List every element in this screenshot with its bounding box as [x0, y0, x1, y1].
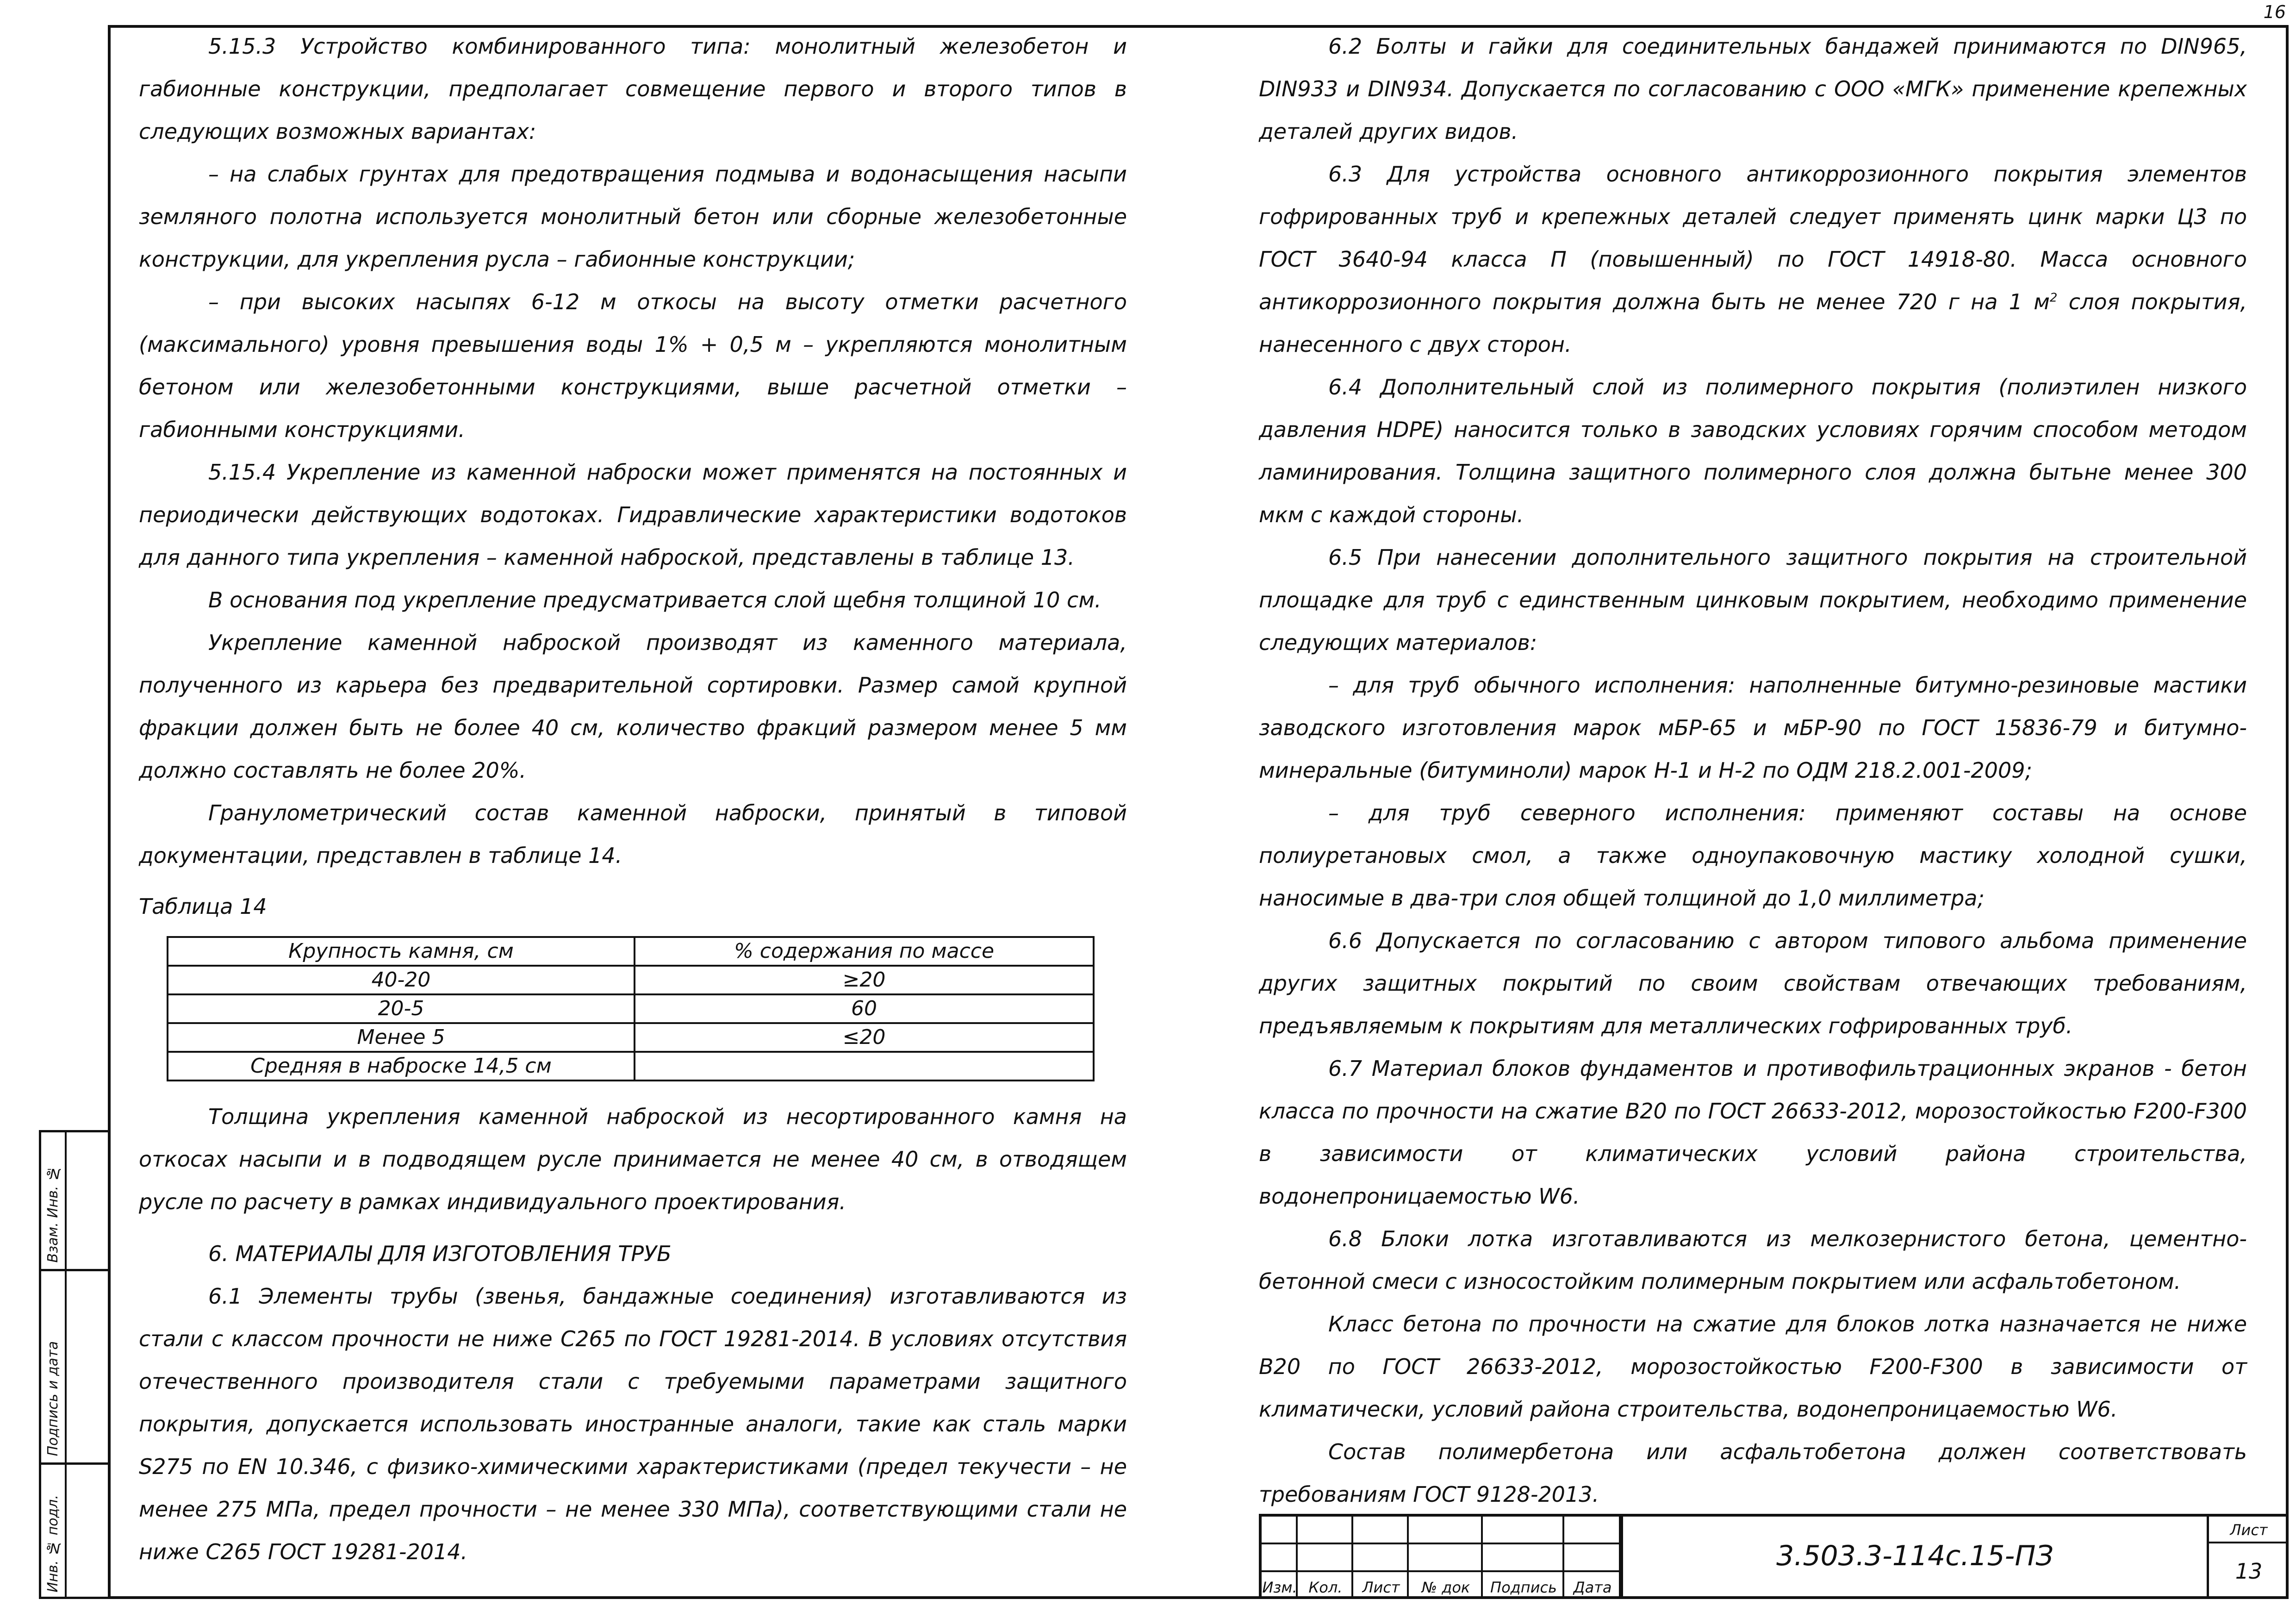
- sidebar-label-original: Инв. № подл.: [45, 1495, 61, 1593]
- sheet-label: Лист: [2209, 1517, 2289, 1543]
- stamp-col-doc-no: № док: [1421, 1579, 1470, 1596]
- paragraph: 6.8 Блоки лотка изготавливаются из мелкозернистого бетона, цементно-бетонной смеси с износостойким полимерным покрытием или асфальтобетоном.: [1259, 1226, 2247, 1294]
- section-heading: 6. МАТЕРИАЛЫ ДЛЯ ИЗГОТОВЛЕНИЯ ТРУБ: [208, 1241, 672, 1266]
- table-row: [168, 1023, 1094, 1052]
- stamp-col-change: Изм.: [1262, 1579, 1297, 1596]
- table-cell: 20-5: [168, 994, 635, 1023]
- paragraph: [1259, 153, 2247, 366]
- superscript: 2: [2049, 291, 2058, 305]
- sheet-number-box: [2207, 1517, 2289, 1599]
- table-cell: ≤20: [635, 1023, 1094, 1052]
- table-row: [168, 994, 1094, 1023]
- binding-sidebar: [39, 1130, 108, 1599]
- paragraph-part: 6.3 Для устройства основного антикоррозионного покрытия элементов гофрированных труб и крепежных деталей следует применять цинк марки Ц3 по ГОСТ 3640-94 класса П (повышенный) по ГОСТ 14918-80. Масса основного антикоррозионного покрытия должна быть не менее 720 г на 1 м: [1259, 162, 2247, 314]
- sidebar-label-replacement: Взам. Инв. №: [45, 1165, 61, 1262]
- sidebar-cell-replacement: [41, 1132, 108, 1271]
- sidebar-cell-original: [41, 1465, 108, 1599]
- table-cell: Менее 5: [168, 1023, 635, 1052]
- left-text-column: [139, 25, 1127, 1573]
- paragraph: Класс бетона по прочности на сжатие для блоков лотка назначается не ниже В20 по ГОСТ 26633-2012, морозостойкостью F200-F300 в зависимости от климатически, условий района строительства, водонепроницаемостью W6.: [1259, 1312, 2247, 1422]
- table-cell: 60: [635, 994, 1094, 1023]
- paragraph: – при высоких насыпях 6-12 м откосы на высоту отметки расчетного (максимального) уровня превышения воды 1% + 0,5 м – укрепляются монолитным бетоном или железобетонными конструкциями, выше расчетной отметки – габионными конструкциями.: [139, 289, 1127, 442]
- paragraph: 6.1 Элементы трубы (звенья, бандажные соединения) изготавливаются из стали с классом прочности не ниже С265 по ГОСТ 19281-2014. В условиях отсутствия отечественного производителя стали с требуемыми параметрами защитного покрытия, допускается использовать иностранные аналоги, такие как сталь марки S275 по EN 10.346, с физико-химическими характеристиками (предел текучести – не менее 275 МПа, предел прочности – не менее 330 МПа), соответствующими стали не ниже С265 ГОСТ 19281-2014.: [139, 1284, 1127, 1564]
- table-header-row: [168, 937, 1094, 966]
- title-block: [1259, 1514, 2289, 1599]
- table-header-cell: Крупность камня, см: [168, 937, 635, 966]
- grain-size-table: [167, 936, 1095, 1081]
- sidebar-label-signature: Подпись и дата: [45, 1341, 61, 1456]
- paragraph: Толщина укрепления каменной наброской из несортированного камня на откосах насыпи и в подводящем русле принимается не менее 40 см, в отводящем русле по расчету в рамках индивидуального проектирования.: [139, 1104, 1127, 1214]
- corner-page-number: 16: [2263, 2, 2286, 22]
- paragraph: 5.15.3 Устройство комбинированного типа: монолитный железобетон и габионные конструкции, предполагает совмещение первого и второго типов в следующих возможных вариантах:: [139, 34, 1127, 144]
- right-text-column: [1259, 25, 2247, 1516]
- stamp-col-signature: Подпись: [1490, 1579, 1557, 1596]
- paragraph: 5.15.4 Укрепление из каменной наброски может применятся на постоянных и периодически действующих водотоках. Гидравлические характеристики водотоков для данного типа укрепления – каменной наброской, представлены в таблице 13.: [139, 460, 1127, 570]
- table-row: [168, 966, 1094, 994]
- document-designation: 3.503.3-114с.15-ПЗ: [1621, 1517, 2207, 1599]
- table-caption: Таблица 14: [139, 894, 267, 919]
- sidebar-cell-signature: [41, 1271, 108, 1465]
- paragraph: 6.5 При нанесении дополнительного защитного покрытия на строительной площадке для труб с единственным цинковым покрытием, необходимо применение следующих материалов:: [1259, 545, 2247, 655]
- paragraph: – для труб обычного исполнения: наполненные битумно-резиновые мастики заводского изготовления марок мБР-65 и мБР-90 по ГОСТ 15836-79 и битумно-минеральные (битуминоли) марок Н-1 и Н-2 по ОДМ 218.2.001-2009;: [1259, 673, 2247, 783]
- paragraph: Состав полимербетона или асфальтобетона должен соответствовать требованиям ГОСТ 9128-2013.: [1259, 1439, 2247, 1507]
- stamp-col-qty: Кол.: [1308, 1579, 1343, 1596]
- paragraph: Укрепление каменной наброской производят из каменного материала, полученного из карьера без предварительной сортировки. Размер самой крупной фракции должен быть не более 40 см, количество фракций размером менее 5 мм должно составлять не более 20%.: [139, 630, 1127, 783]
- paragraph: 6.6 Допускается по согласованию с автором типового альбома применение других защитных покрытий по своим свойствам отвечающих требованиям, предъявляемым к покрытиям для металлических гофрированных труб.: [1259, 928, 2247, 1038]
- stamp-col-sheet: Лист: [1362, 1579, 1400, 1596]
- table-cell: [635, 1052, 1094, 1081]
- stamp-col-date: Дата: [1573, 1579, 1612, 1596]
- table-cell: Средняя в наброске 14,5 см: [168, 1052, 635, 1081]
- table-header-cell: % содержания по массе: [635, 937, 1094, 966]
- revision-grid: [1262, 1517, 1621, 1599]
- table-cell: ≥20: [635, 966, 1094, 994]
- paragraph: – для труб северного исполнения: применяют составы на основе полиуретановых смол, а также одноупаковочную мастику холодной сушки, наносимые в два-три слоя общей толщиной до 1,0 миллиметра;: [1259, 800, 2247, 911]
- paragraph-part: слоя покрытия, нанесенного с двух сторон.: [1259, 289, 2247, 357]
- sheet-value: 13: [2235, 1559, 2263, 1584]
- table-cell: 40-20: [168, 966, 635, 994]
- paragraph: – на слабых грунтах для предотвращения подмыва и водонасыщения насыпи земляного полотна используется монолитный бетон или сборные железобетонные конструкции, для укрепления русла – габионные конструкции;: [139, 162, 1127, 272]
- paragraph: В основания под укрепление предусматривается слой щебня толщиной 10 см.: [208, 587, 1101, 612]
- paragraph: 6.4 Дополнительный слой из полимерного покрытия (полиэтилен низкого давления HDPE) наносится только в заводских условиях горячим способом методом ламинирования. Толщина защитного полимерного слоя должна бытьне менее 300 мкм с каждой стороны.: [1259, 375, 2247, 527]
- paragraph: Гранулометрический состав каменной наброски, принятый в типовой документации, представлен в таблице 14.: [139, 800, 1127, 868]
- paragraph: 6.2 Болты и гайки для соединительных бандажей принимаются по DIN965, DIN933 и DIN934. Допускается по согласованию с ООО «МГК» применение крепежных деталей других видов.: [1259, 34, 2247, 144]
- paragraph: 6.7 Материал блоков фундаментов и противофильтрационных экранов - бетон класса по прочности на сжатие В20 по ГОСТ 26633-2012, морозостойкостью F200-F300 в зависимости от климатических условий района строительства, водонепроницаемостью W6.: [1259, 1056, 2247, 1209]
- table-row: [168, 1052, 1094, 1081]
